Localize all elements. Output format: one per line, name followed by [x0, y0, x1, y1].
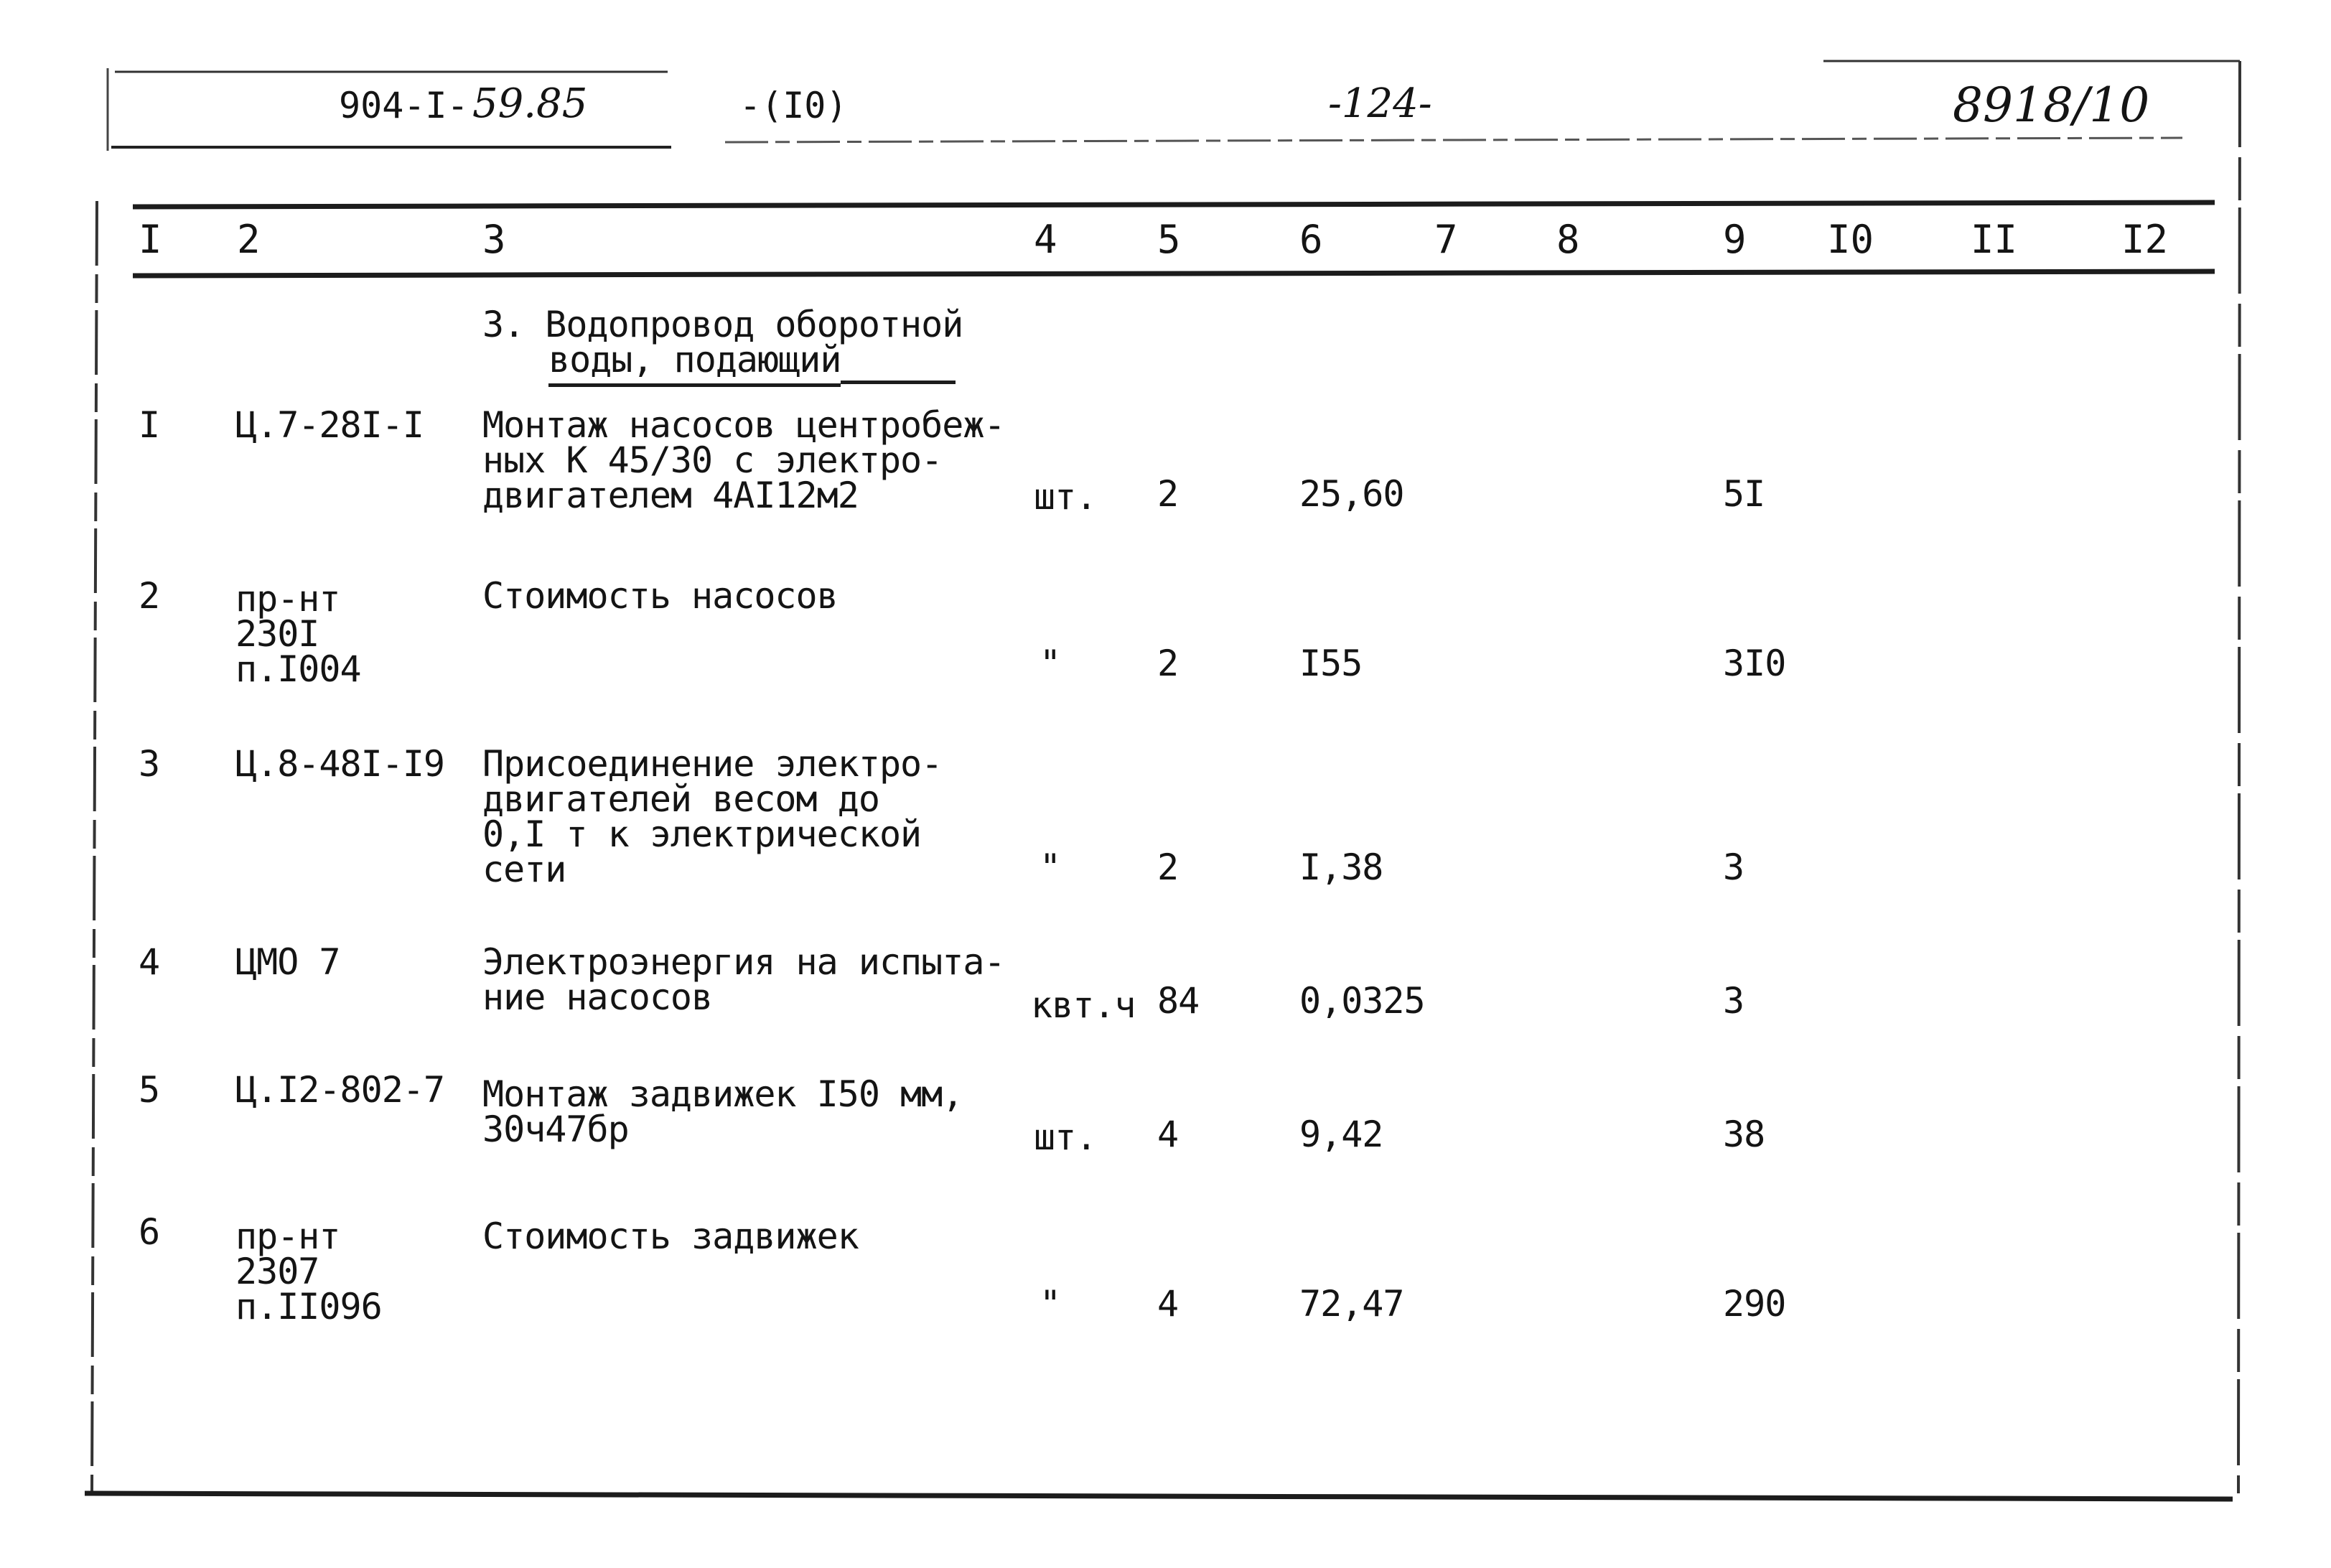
work-description [482, 575, 838, 617]
series-code-handwritten: 59.85 [472, 80, 588, 127]
description-line: Стоимость насосов [482, 575, 838, 617]
quantity: 4 [1157, 1114, 1179, 1155]
rate-code [235, 743, 445, 785]
document-number: 8918/10 [1953, 78, 2150, 133]
unit: " [1040, 643, 1061, 684]
section-title-line: 3. Водопровод оборотной [482, 304, 963, 345]
rate-code [235, 404, 424, 446]
column-number-9: 9 [1723, 217, 1747, 262]
total-cost: 5I [1723, 473, 1765, 515]
description-line: Стоимость задвижек [482, 1215, 859, 1257]
unit-price: I,38 [1299, 846, 1383, 888]
column-number-2: 2 [237, 217, 261, 262]
rate-code-line: 2307 [235, 1251, 319, 1292]
description-line: двигателей весом до [482, 778, 879, 820]
quantity: 2 [1157, 473, 1179, 515]
rate-code-line: Ц.I2-802-7 [235, 1069, 445, 1111]
total-cost: 3I0 [1723, 643, 1786, 684]
column-number-8: 8 [1556, 217, 1580, 262]
unit-price: 0,0325 [1299, 980, 1425, 1022]
unit-price: 72,47 [1299, 1283, 1404, 1325]
column-number-6: 6 [1299, 217, 1323, 262]
rate-code [235, 1069, 445, 1111]
description-line: ние насосов [482, 976, 713, 1018]
row-number: 3 [139, 743, 160, 785]
total-cost: 3 [1723, 846, 1744, 888]
work-description [482, 404, 1005, 516]
rate-code-line: пр-нт [235, 578, 340, 620]
album-part: -(I0) [739, 85, 848, 126]
description-line: сети [482, 849, 566, 890]
description-line: 0,I т к электрической [482, 813, 922, 855]
rate-code-line: ЦМО 7 [235, 941, 340, 983]
row-number: I [139, 404, 160, 446]
rate-code [235, 1215, 382, 1327]
work-description [482, 1215, 859, 1257]
description-line: 30ч47бр [482, 1109, 629, 1150]
column-number-4: 4 [1034, 217, 1057, 262]
description-line: ных К 45/30 с электро- [482, 439, 943, 481]
row-number: 5 [139, 1069, 160, 1111]
quantity: 84 [1157, 980, 1200, 1022]
row-number: 6 [139, 1211, 160, 1253]
column-number-10: I0 [1827, 217, 1874, 262]
description-line: Присоединение электро- [482, 743, 943, 785]
description-line: Монтаж насосов центробеж- [482, 404, 1005, 446]
column-number-3: 3 [482, 217, 506, 262]
quantity: 4 [1157, 1283, 1179, 1325]
unit: " [1040, 1283, 1061, 1325]
total-cost: 3 [1723, 980, 1744, 1022]
work-description [482, 941, 1005, 1018]
quantity: 2 [1157, 643, 1179, 684]
rate-code-line: п.II096 [235, 1286, 382, 1327]
total-cost: 38 [1723, 1114, 1765, 1155]
rate-code-line: п.I004 [235, 648, 361, 690]
section-title-line-underlined: воды, подающий [548, 339, 841, 387]
unit: шт. [1034, 476, 1097, 518]
page-number: -124- [1328, 80, 1432, 127]
row-number: 2 [139, 575, 160, 617]
unit-price: 25,60 [1299, 473, 1404, 515]
rate-code-line: пр-нт [235, 1215, 340, 1257]
column-number-12: I2 [2121, 217, 2169, 262]
rate-code-line: 230I [235, 613, 319, 655]
rate-code [235, 941, 340, 983]
description-line: двигателем 4АI12м2 [482, 475, 859, 516]
rate-code-line: Ц.8-48I-I9 [235, 743, 445, 785]
quantity: 2 [1157, 846, 1179, 888]
description-line: Электроэнергия на испыта- [482, 941, 1005, 983]
column-number-11: II [1971, 217, 2018, 262]
unit: " [1040, 846, 1061, 888]
unit: квт.ч [1031, 984, 1136, 1026]
description-line: Монтаж задвижек I50 мм, [482, 1073, 963, 1115]
column-number-7: 7 [1434, 217, 1458, 262]
work-description [482, 743, 943, 890]
work-description [482, 1073, 963, 1150]
series-code: 904-I- [339, 85, 469, 126]
rate-code [235, 578, 361, 690]
row-number: 4 [139, 941, 160, 983]
column-number-1: I [139, 217, 162, 262]
unit-price: I55 [1299, 643, 1363, 684]
unit: шт. [1034, 1116, 1097, 1158]
total-cost: 290 [1723, 1283, 1786, 1325]
section-title [482, 304, 963, 384]
rate-code-line: Ц.7-28I-I [235, 404, 424, 446]
unit-price: 9,42 [1299, 1114, 1383, 1155]
column-number-5: 5 [1157, 217, 1181, 262]
